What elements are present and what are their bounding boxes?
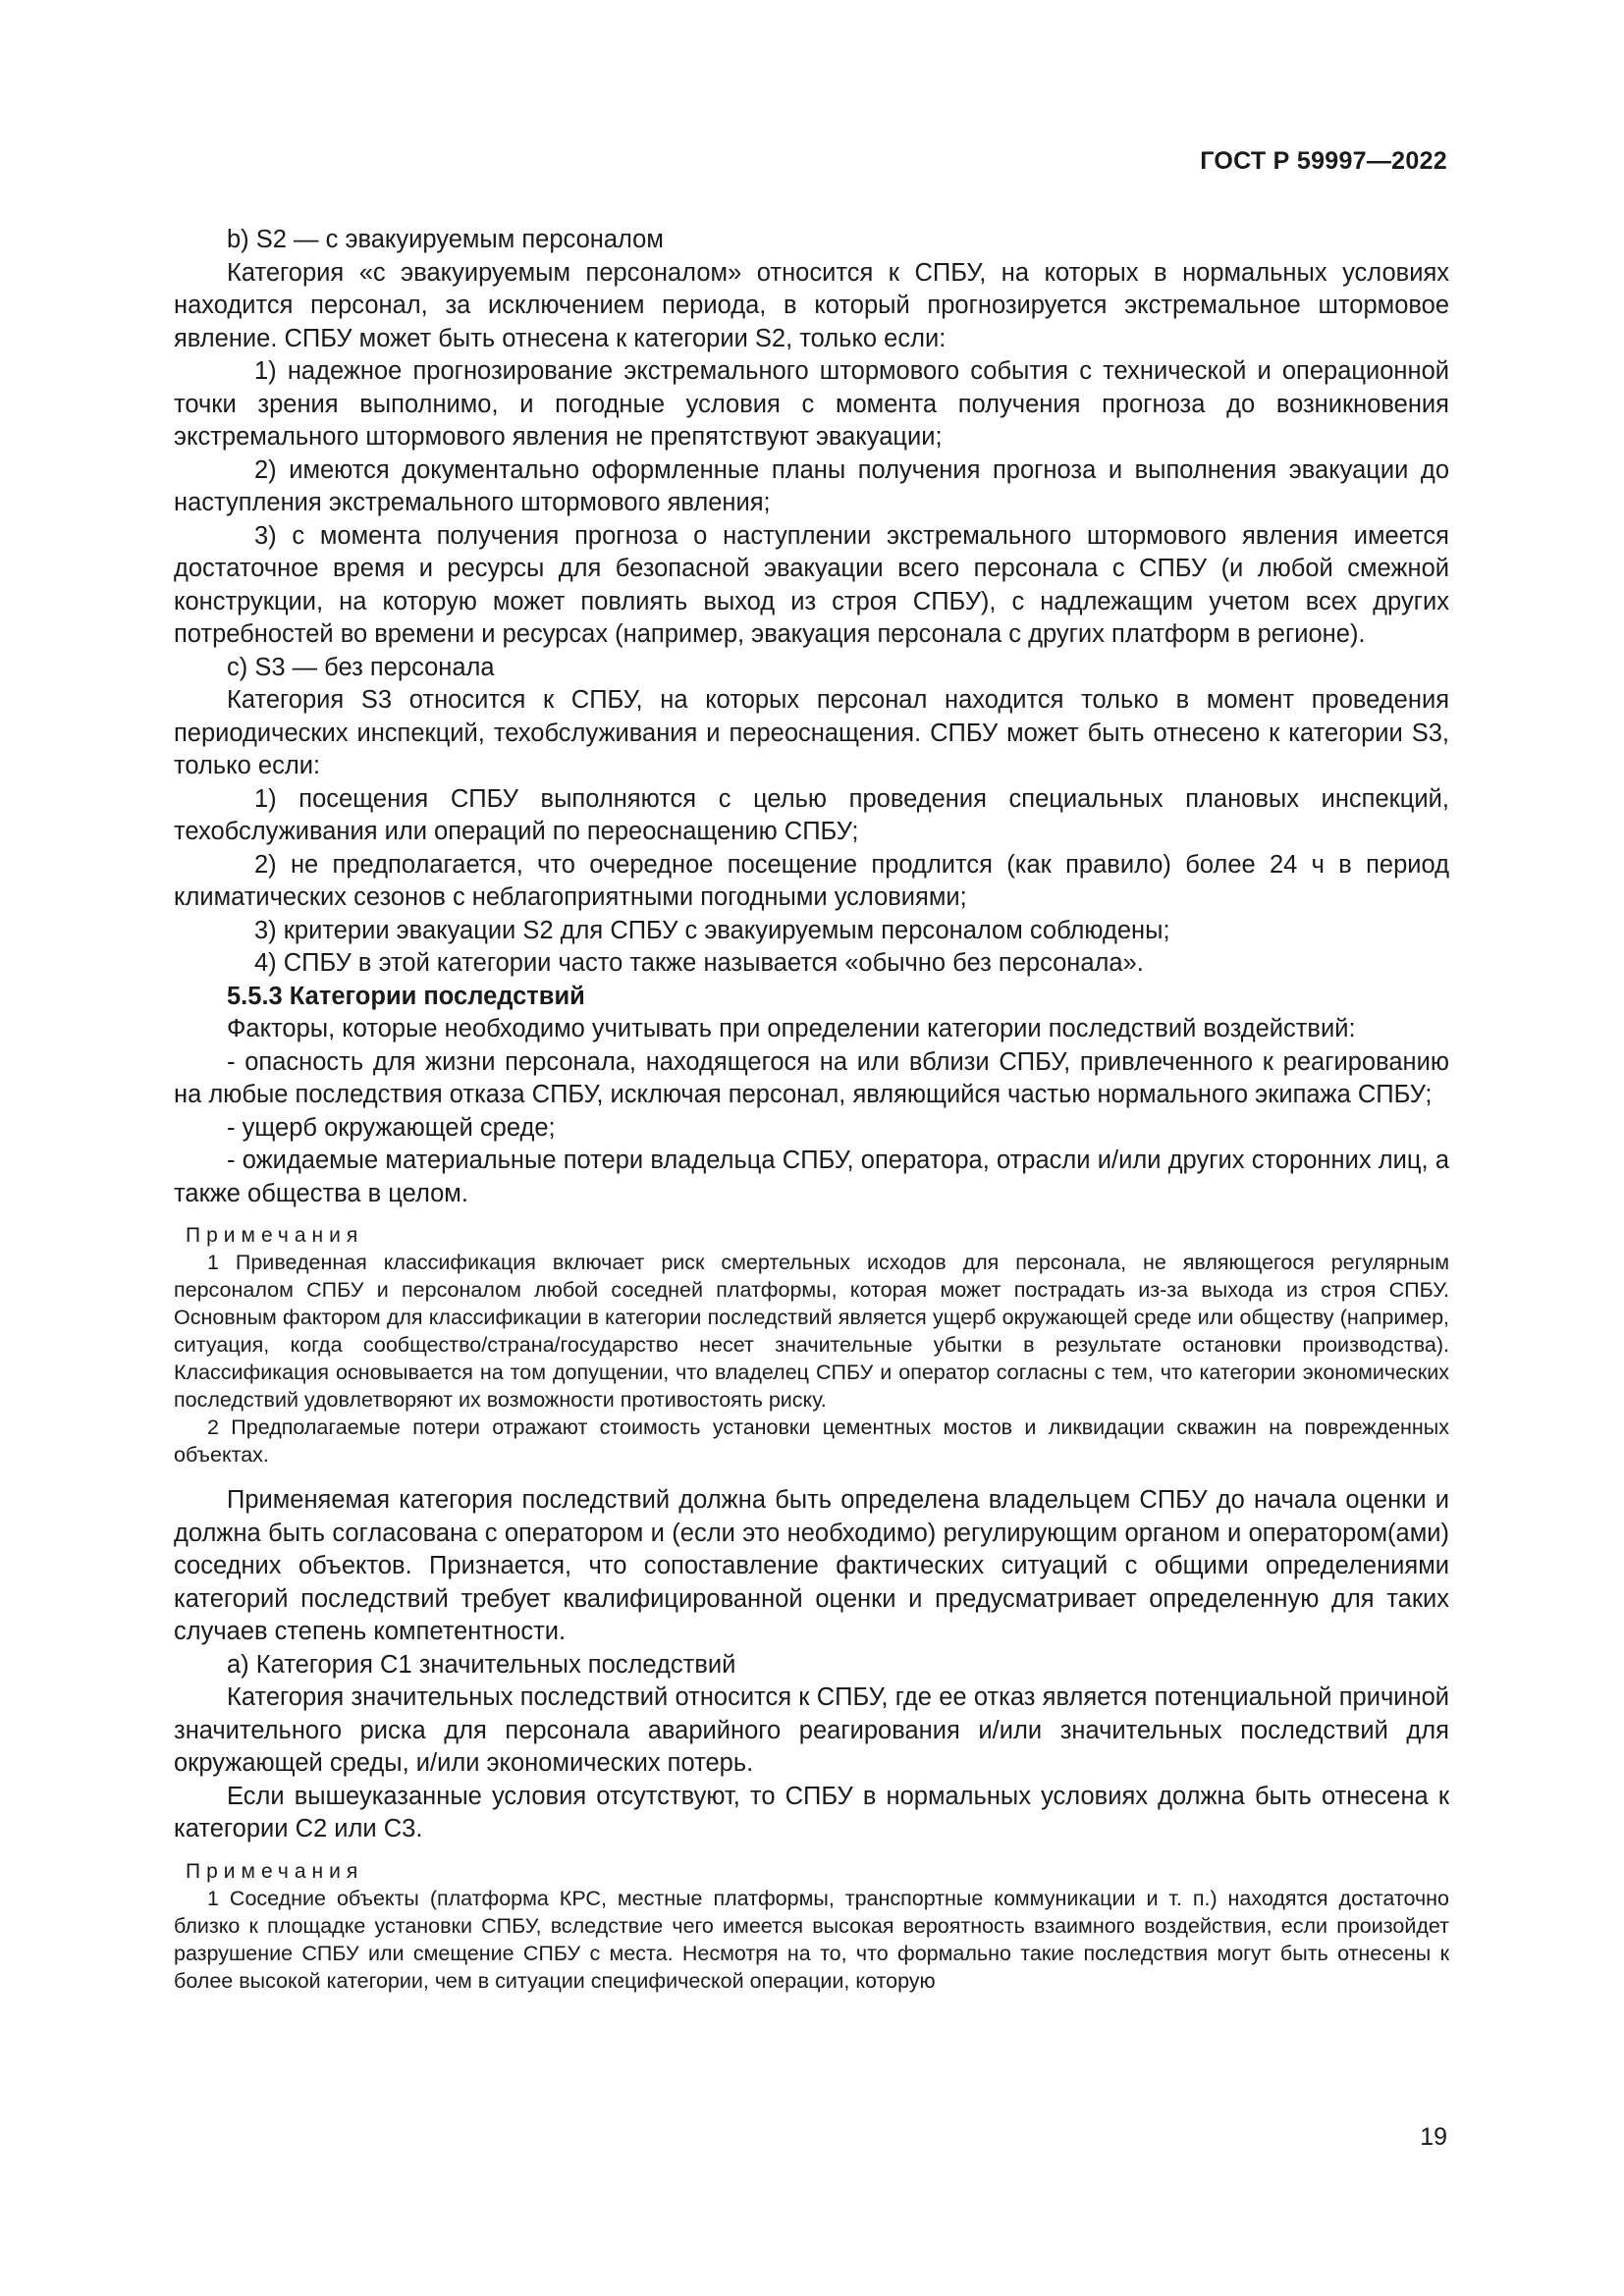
c1-description: Категория значительных последствий относится к СПБУ, где ее отказ является потенциальной причиной значительного риска для персонала аварийного реагирования и/или значительных последствий для окружающей среды, и/или экономических потерь. — [174, 1683, 1449, 1777]
factor-item-1: - опасность для жизни персонала, находящегося на или вблизи СПБУ, привлеченного к реагированию на любые последствия отказа СПБУ, исключая персонал, являющийся частью нормального экипажа СПБУ; — [174, 1047, 1449, 1108]
s3-item-1: 1) посещения СПБУ выполняются с целью проведения специальных плановых инспекций, техобслуживания или операций по переоснащению СПБУ; — [174, 784, 1449, 845]
notes-title: Примечания — [186, 1859, 364, 1883]
s2-item-3: 3) с момента получения прогноза о наступлении экстремального штормового явления имеется достаточное время и ресурсы для безопасной эвакуации всего персонала с СПБУ (и любой смежной конструкции, на которую может повлиять выход из строя СПБУ), с надлежащим учетом всех других потребностей во времени и ресурсах (например, эвакуация персонала с других платформ в регионе). — [174, 521, 1449, 648]
factors-intro: Факторы, которые необходимо учитывать при определении категории последствий воздействий: — [227, 1015, 1356, 1042]
note-item-1: 1 Приведенная классификация включает риск смертельных исходов для персонала, не являющегося регулярным персоналом СПБУ и персоналом любой соседней платформы, которая может пострадать из-за выхода из строя СПБУ. Основным фактором для классификации в категории последствий является ущерб окружающей среде или обществу (например, ситуация, когда сообщество/страна/государство несет значительные убытки в результате остановки производства). Классификация основывается на том допущении, что владелец СПБУ и оператор согласны с тем, что категории экономических последствий удовлетворяют их возможности противостоять риску. — [174, 1251, 1449, 1412]
notes-block-1 — [174, 1222, 1449, 1468]
s3-item-4: 4) СПБУ в этой категории часто также называется «обычно без персонала». — [254, 949, 1144, 977]
s3-title: c) S3 — без персонала — [227, 653, 495, 681]
notes-block-2 — [174, 1858, 1449, 1995]
factor-item-2: - ущерб окружающей среде; — [227, 1113, 556, 1142]
s2-item-2: 2) имеются документально оформленные планы получения прогноза и выполнения эвакуации до наступления экстремального штормового явления; — [174, 455, 1449, 516]
document-header: ГОСТ Р 59997—2022 — [1200, 147, 1447, 175]
page-content — [174, 224, 1449, 2010]
s2-title: b) S2 — с эвакуируемым персоналом — [227, 226, 664, 253]
s2-item-1: 1) надежное прогнозирование экстремального штормового события с технической и операционной точки зрения выполнимо, и погодные условия с момента получения прогноза до возникновения экстремального штормового явления не препятствуют эвакуации; — [174, 357, 1449, 451]
note-item-1: 1 Соседние объекты (платформа КРС, местные платформы, транспортные коммуникации и т. п.) находятся достаточно близко к площадке установки СПБУ, вследствие чего имеется высокая вероятность взаимного воздействия, если произойдет разрушение СПБУ или смещение СПБУ с места. Несмотря на то, что формально такие последствия могут быть отнесены к более высокой категории, чем в ситуации специфической операции, которую — [174, 1886, 1449, 1993]
c1-title: а) Категория С1 значительных последствий — [227, 1650, 736, 1679]
s2-description: Категория «с эвакуируемым персоналом» относится к СПБУ, на которых в нормальных условиях находится персонал, за исключением периода, в который прогнозируется экстремальное штормовое явление. СПБУ может быть отнесена к категории S2, только если: — [174, 258, 1449, 352]
page-number: 19 — [1420, 2123, 1447, 2151]
applied-category-paragraph: Применяемая категория последствий должна быть определена владельцем СПБУ до начала оценки и должна быть согласована с оператором и (если это необходимо) регулирующим органом и оператором(ами) соседних объектов. Признается, что сопоставление фактических ситуаций с общими определениями категорий последствий требует квалифицированной оценки и предусматривает определенную для таких случаев степень компетентности. — [174, 1486, 1449, 1645]
notes-title: Примечания — [186, 1224, 364, 1247]
section-title: 5.5.3 Категории последствий — [227, 982, 585, 1010]
s3-item-3: 3) критерии эвакуации S2 для СПБУ с эвакуируемым персоналом соблюдены; — [254, 916, 1170, 944]
s3-item-2: 2) не предполагается, что очередное посещение продлится (как правило) более 24 ч в период климатических сезонов с неблагоприятными погодными условиями; — [174, 850, 1449, 911]
c1-else-paragraph: Если вышеуказанные условия отсутствуют, то СПБУ в нормальных условиях должна быть отнесена к категории С2 или С3. — [174, 1782, 1449, 1842]
s3-description: Категория S3 относится к СПБУ, на которых персонал находится только в момент проведения периодических инспекций, техобслуживания и переоснащения. СПБУ может быть отнесено к категории S3, только если: — [174, 686, 1449, 779]
factor-item-3: - ожидаемые материальные потери владельца СПБУ, оператора, отрасли и/или других сторонних лиц, а также общества в целом. — [174, 1147, 1449, 1207]
note-item-2: 2 Предполагаемые потери отражают стоимость установки цементных мостов и ликвидации скважин на поврежденных объектах. — [174, 1415, 1449, 1467]
